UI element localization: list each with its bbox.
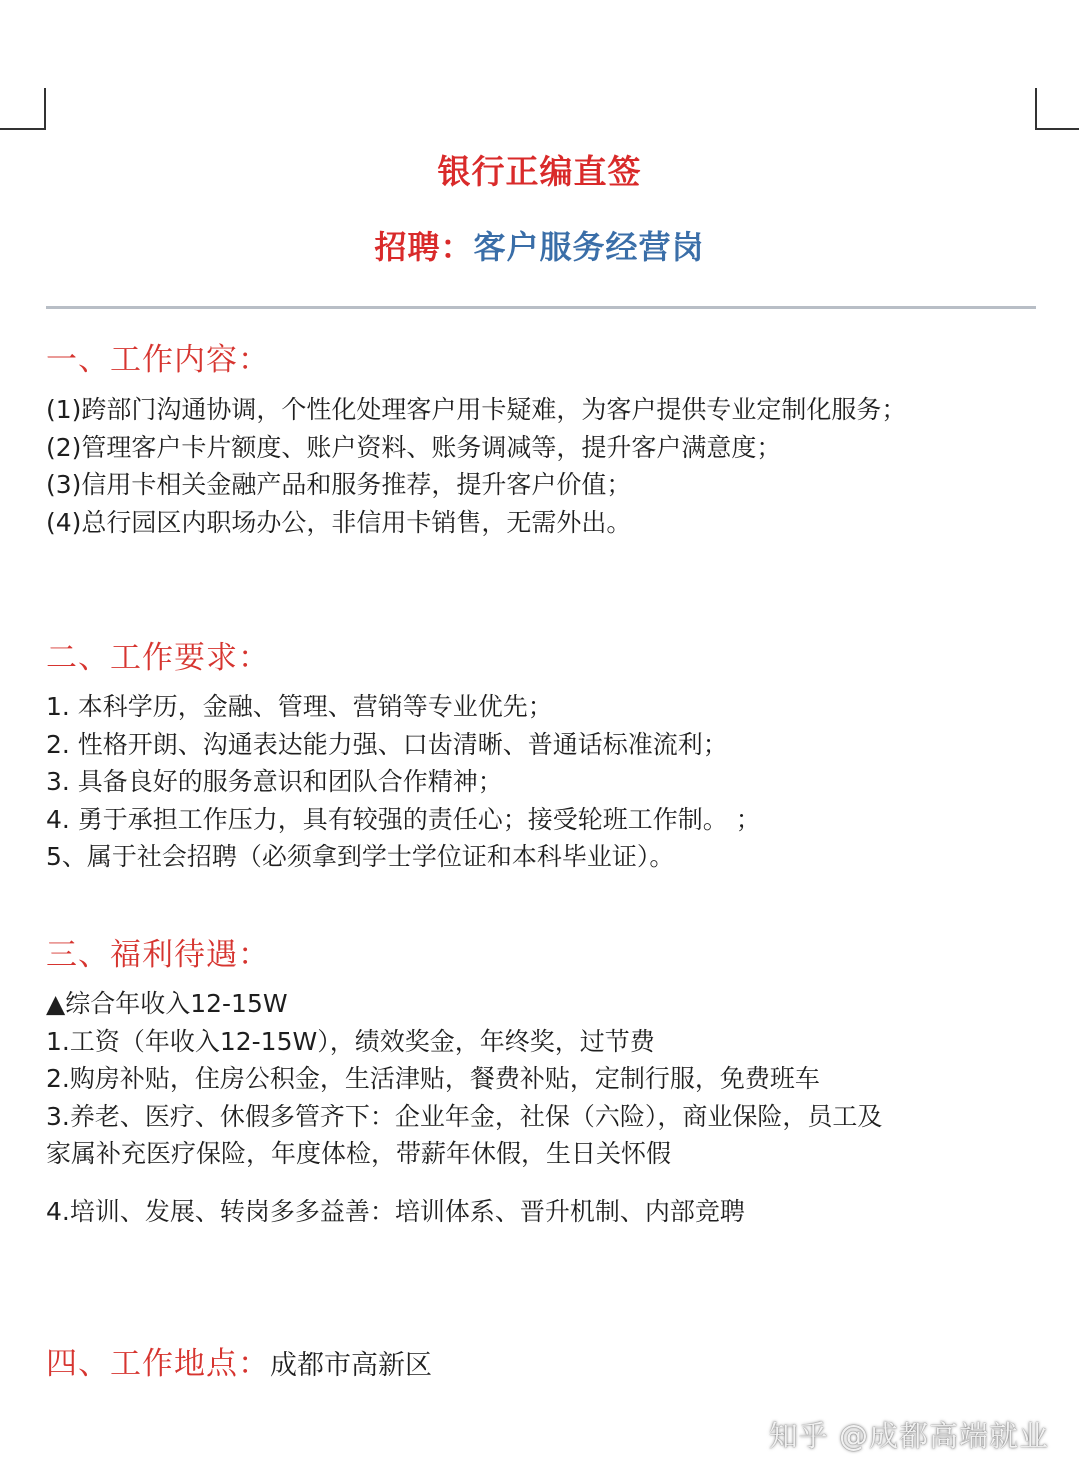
section-title-content: 一、工作内容： <box>46 342 270 378</box>
list-item: (3)信用卡相关金融产品和服务推荐，提升客户价值； <box>46 470 632 499</box>
page-subtitle <box>0 222 1079 268</box>
requirements-list <box>46 688 1046 876</box>
list-item: 1. 本科学历，金融、管理、营销等专业优先； <box>46 692 553 721</box>
list-item: 5、属于社会招聘（必须拿到学士学位证和本科毕业证）。 <box>46 842 675 871</box>
list-item: ▲综合年收入12-15W <box>46 989 288 1018</box>
section-title-location <box>46 1338 432 1383</box>
list-item: 1.工资（年收入12-15W），绩效奖金，年终奖，过节费 <box>46 1026 655 1056</box>
watermark: 知乎 @成都高端就业 <box>768 1419 1049 1453</box>
list-item: 2.购房补贴，住房公积金，生活津贴，餐费补贴，定制行服，免费班车 <box>46 1064 820 1093</box>
list-item: 3. 具备良好的服务意识和团队合作精神； <box>46 767 503 796</box>
location-label: 四、工作地点： <box>46 1346 270 1382</box>
page-title: 银行正编直签 <box>437 152 642 191</box>
location-value: 成都市高新区 <box>270 1350 432 1381</box>
list-item: (1)跨部门沟通协调，个性化处理客户用卡疑难，为客户提供专业定制化服务； <box>46 395 907 424</box>
header-divider <box>46 306 1036 309</box>
crop-mark-top-left <box>0 88 46 130</box>
crop-mark-top-right <box>1035 88 1079 130</box>
list-item: (4)总行园区内职场办公，非信用卡销售，无需外出。 <box>46 507 632 537</box>
list-item: 家属补充医疗保险，年度体检，带薪年休假，生日关怀假 <box>46 1139 672 1168</box>
list-item: (2)管理客户卡片额度、账户资料、账务调减等，提升客户满意度； <box>46 432 782 462</box>
list-item: 4.培训、发展、转岗多多益善：培训体系、晋升机制、内部竞聘 <box>46 1196 745 1226</box>
section-title-benefits: 三、福利待遇： <box>46 937 270 973</box>
content-list <box>46 391 1046 541</box>
list-item: 4. 勇于承担工作压力，具有较强的责任心；接受轮班工作制。 ； <box>46 804 761 834</box>
benefits-list <box>46 985 1046 1230</box>
subtitle-position: 客户服务经营岗 <box>473 228 705 266</box>
list-item: 2. 性格开朗、沟通表达能力强、口齿清晰、普通话标准流利； <box>46 729 728 759</box>
list-item: 3.养老、医疗、休假多管齐下：企业年金，社保（六险），商业保险，员工及 <box>46 1101 883 1131</box>
section-title-requirements: 二、工作要求： <box>46 640 270 676</box>
subtitle-prefix: 招聘： <box>374 228 474 266</box>
